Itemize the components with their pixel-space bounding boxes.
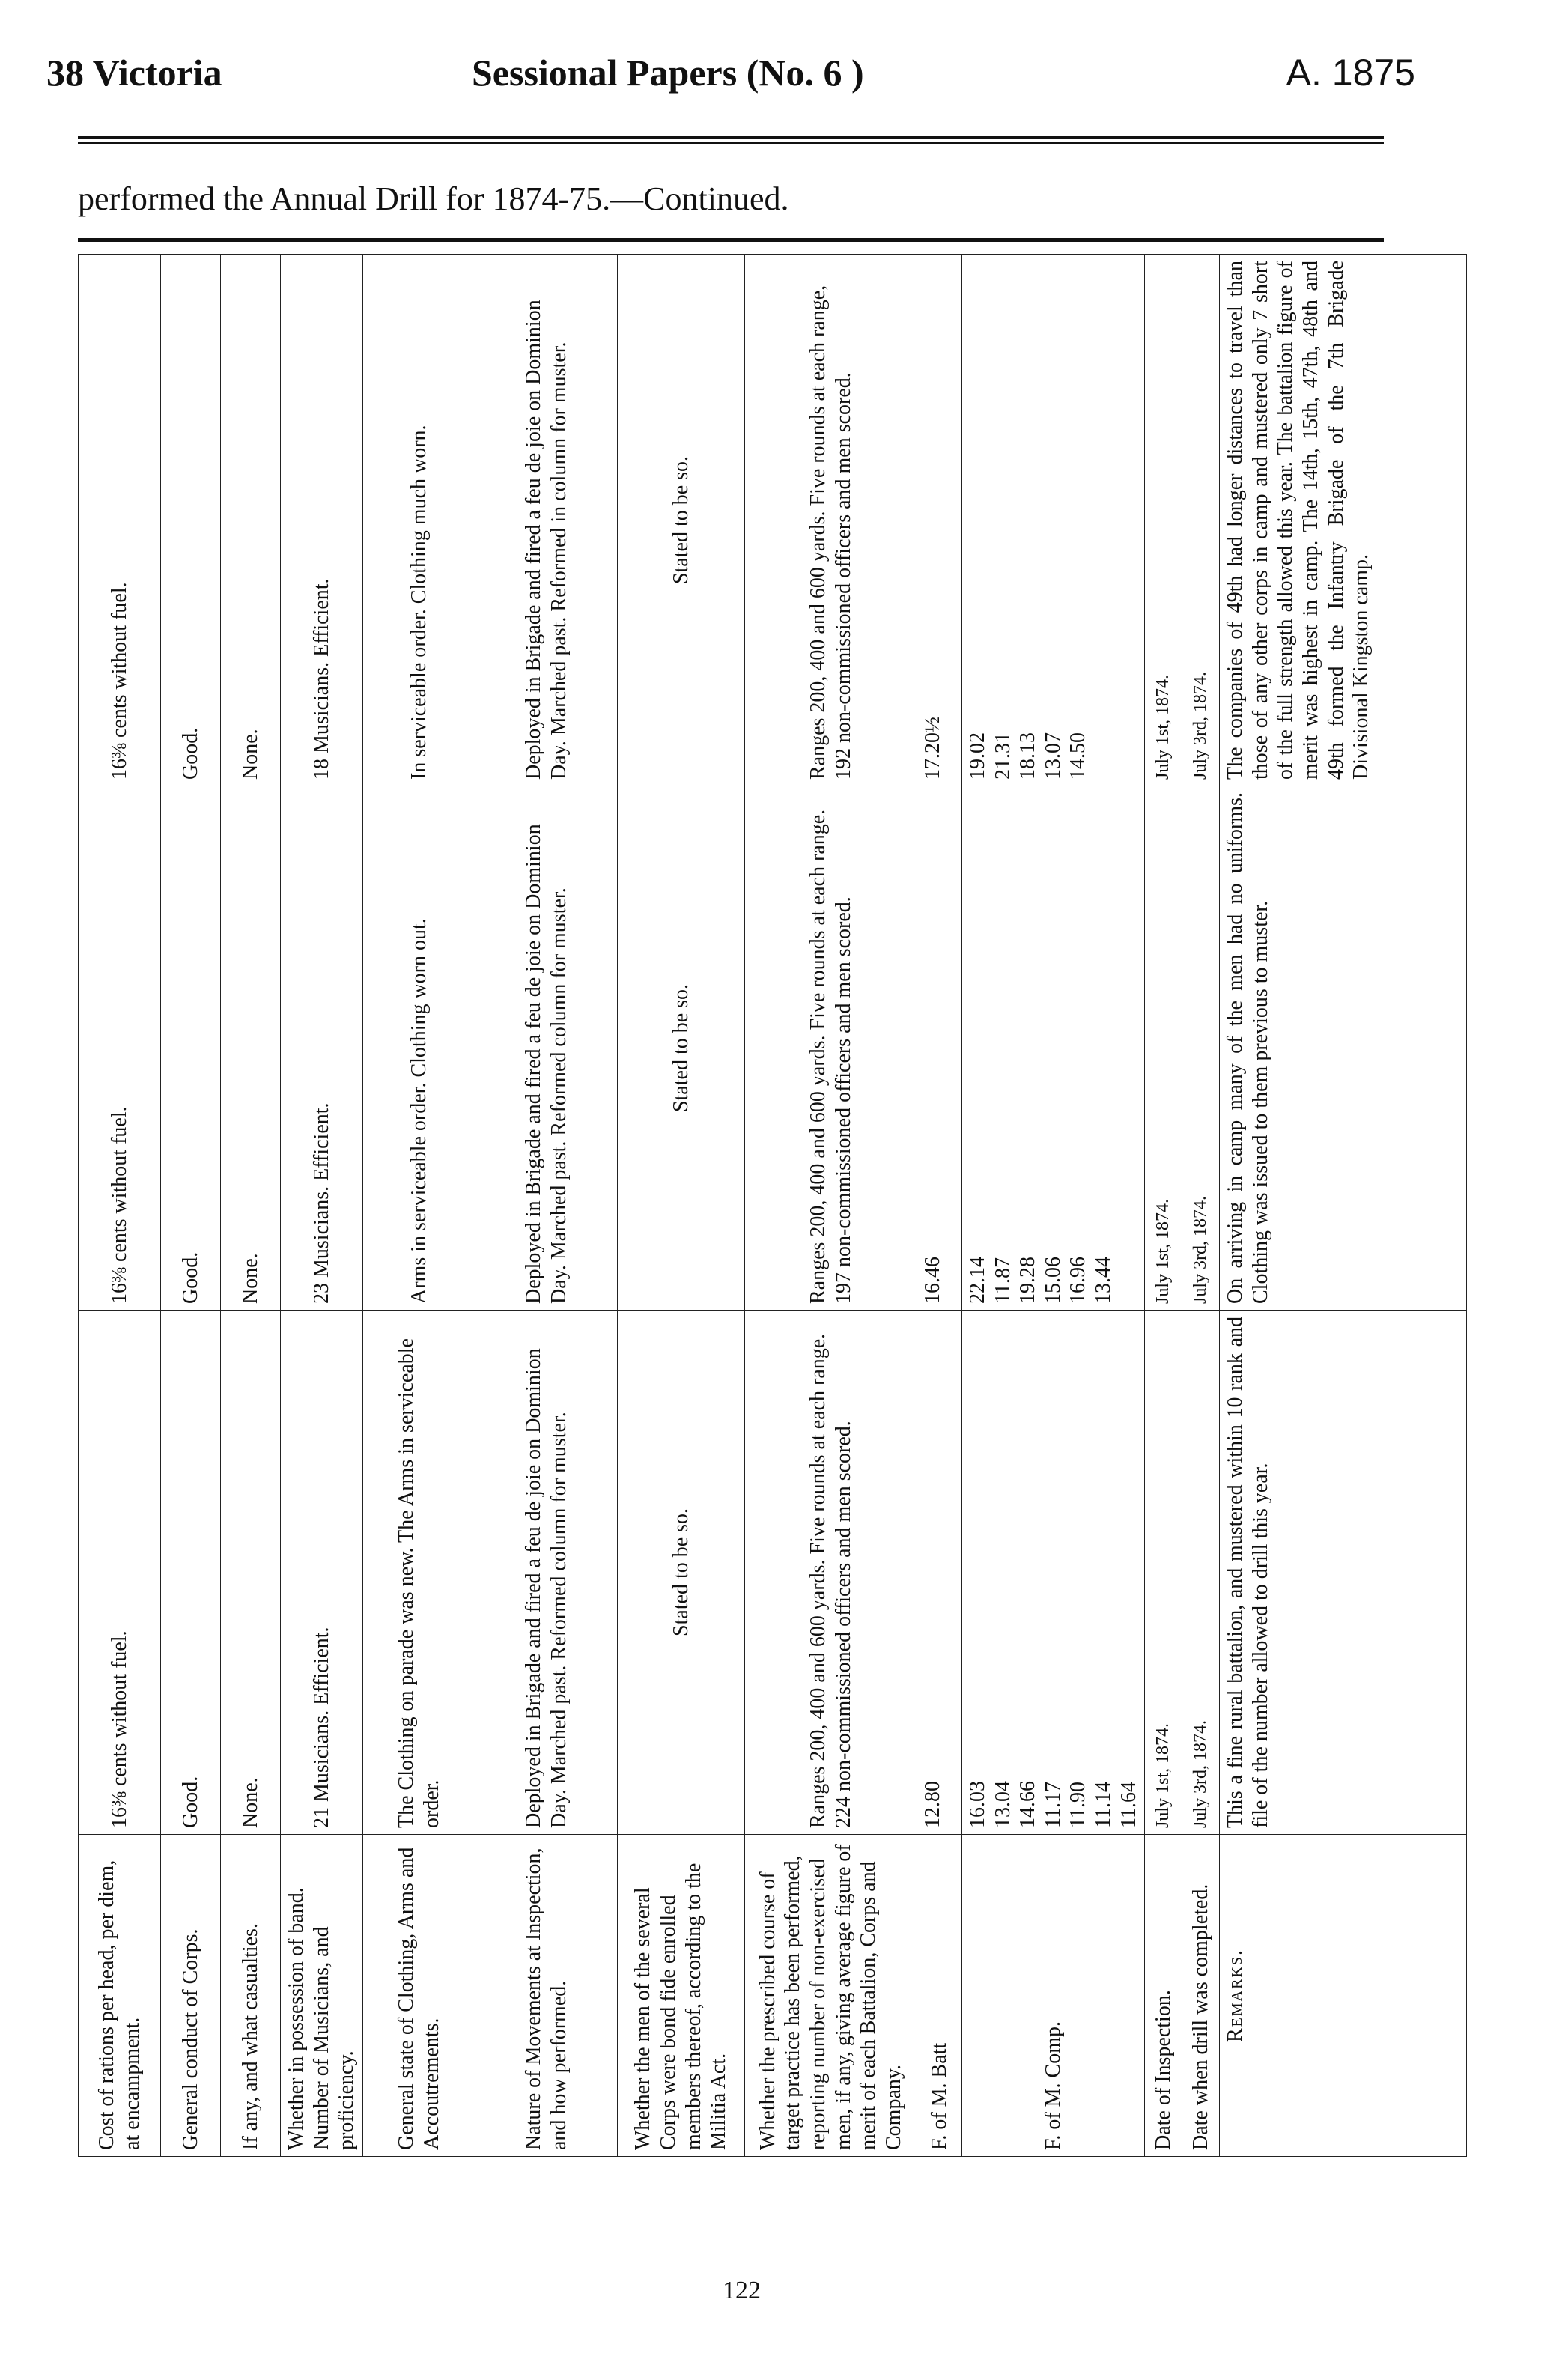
row-movements: [475, 255, 618, 2157]
fm-comp-value: 11.14: [1091, 1782, 1115, 1828]
cell-clothing-1: The Clothing on parade was new. The Arms in serviceable order.: [363, 1311, 475, 1835]
header-session: 38 Victoria: [46, 52, 222, 94]
fm-comp-value: 13.44: [1091, 1257, 1115, 1304]
cell-remarks-3: The companies of 49th had longer distances to travel than those of any other corps in camp and mustered only 7 short of the full strength allowed this year. The battalion figure of merit was highest in camp. The 14th, 15th, 47th, 48th and 49th formed the Infantry Brigade of the 7th Brigade Divisional Kingston camp.: [1220, 255, 1467, 786]
cell-fm-comp-1: [962, 1311, 1145, 1835]
rotated-table: [78, 255, 1384, 2157]
fm-comp-value: 11.64: [1116, 1782, 1140, 1828]
row-header-band: Whether in possession of band. Number of Musicians, and proficiency.: [281, 1835, 363, 2157]
cell-casualties-1: None.: [221, 1311, 281, 1835]
fm-comp-value: 22.14: [966, 1257, 989, 1304]
cell-rations-2: 16⅜ cents without fuel.: [79, 786, 161, 1311]
row-header-clothing: General state of Clothing, Arms and Accoutrements.: [363, 1835, 475, 2157]
row-casualties: [221, 255, 281, 2157]
table-top-rule: [78, 238, 1384, 242]
cell-target-2: Ranges 200, 400 and 600 yards. Five rounds at each range. 197 non-commissioned officers and men scored.: [745, 786, 917, 1311]
row-header-remarks: Remarks.: [1220, 1835, 1467, 2157]
cell-fm-batt-1: 12.80: [917, 1311, 962, 1835]
row-rations: [79, 255, 161, 2157]
rotated-table-frame: [78, 255, 1384, 2157]
cell-remarks-1: This a fine rural battalion, and mustered within 10 rank and file of the number allowed to drill this year.: [1220, 1311, 1467, 1835]
row-header-bona-fide: Whether the men of the several Corps were bond fide enrolled members thereof, according to the Militia Act.: [618, 1835, 745, 2157]
cell-target-1: Ranges 200, 400 and 600 yards. Five rounds at each range. 224 non-commissioned officers and men scored.: [745, 1311, 917, 1835]
cell-fm-batt-2: 16.46: [917, 786, 962, 1311]
cell-inspection-3: July 1st, 1874.: [1145, 255, 1182, 786]
fm-comp-value: 15.06: [1041, 1257, 1065, 1304]
cell-movements-2: Deployed in Brigade and fired a feu de joie on Dominion Day. Marched past. Reformed column for muster.: [475, 786, 618, 1311]
row-header-rations: Cost of rations per head, per diem, at encampment.: [79, 1835, 161, 2157]
drill-table: [78, 254, 1467, 2157]
row-header-completed: Date when drill was completed.: [1182, 1835, 1220, 2157]
row-header-target: Whether the prescribed course of target practice has been performed, reporting number of non-exercised men, if any, giving average figure of merit of each Battalion, Corps and Company.: [745, 1835, 917, 2157]
cell-rations-1: 16⅜ cents without fuel.: [79, 1311, 161, 1835]
fm-comp-value: 19.02: [966, 732, 989, 780]
cell-bona-fide-2: Stated to be so.: [618, 786, 745, 1311]
fm-comp-value: 11.17: [1041, 1782, 1065, 1828]
cell-band-1: 21 Musicians. Efficient.: [281, 1311, 363, 1835]
cell-fm-comp-2: [962, 786, 1145, 1311]
header-rule-bottom: [78, 142, 1384, 144]
row-completed: [1182, 255, 1220, 2157]
cell-inspection-2: July 1st, 1874.: [1145, 786, 1182, 1311]
cell-fm-comp-3: [962, 255, 1145, 786]
row-header-inspection: Date of Inspection.: [1145, 1835, 1182, 2157]
cell-bona-fide-3: Stated to be so.: [618, 255, 745, 786]
fm-comp-value: 11.87: [991, 1257, 1015, 1304]
cell-fm-batt-3: 17.20½: [917, 255, 962, 786]
page-subtitle: performed the Annual Drill for 1874-75.—Continued.: [78, 180, 789, 217]
header-year: A. 1875: [1286, 52, 1415, 94]
row-header-casualties: If any, and what casualties.: [221, 1835, 281, 2157]
fm-comp-value: 16.03: [966, 1781, 989, 1828]
row-fm-batt: [917, 255, 962, 2157]
cell-completed-3: July 3rd, 1874.: [1182, 255, 1220, 786]
cell-remarks-2: On arriving in camp many of the men had no uniforms. Clothing was issued to them previous to muster.: [1220, 786, 1467, 1311]
header-papers: Sessional Papers (No. 6 ): [472, 52, 864, 94]
fm-comp-value: 19.28: [1016, 1257, 1040, 1304]
cell-conduct-3: Good.: [161, 255, 221, 786]
row-header-fm-batt: F. of M. Batt: [917, 1835, 962, 2157]
cell-casualties-3: None.: [221, 255, 281, 786]
row-fm-comp: [962, 255, 1145, 2157]
row-bona-fide: [618, 255, 745, 2157]
fm-comp-value: 21.31: [991, 732, 1015, 780]
row-conduct: [161, 255, 221, 2157]
page-number: 122: [723, 2277, 761, 2304]
cell-band-3: 18 Musicians. Efficient.: [281, 255, 363, 786]
fm-comp-value: 14.50: [1066, 732, 1090, 780]
cell-conduct-1: Good.: [161, 1311, 221, 1835]
fm-comp-value: 16.96: [1066, 1257, 1090, 1304]
cell-completed-2: July 3rd, 1874.: [1182, 786, 1220, 1311]
fm-comp-value: 13.07: [1041, 732, 1065, 780]
cell-casualties-2: None.: [221, 786, 281, 1311]
row-target: [745, 255, 917, 2157]
cell-band-2: 23 Musicians. Efficient.: [281, 786, 363, 1311]
cell-clothing-2: Arms in serviceable order. Clothing worn out.: [363, 786, 475, 1311]
fm-comp-value: 11.90: [1066, 1782, 1090, 1828]
cell-rations-3: 16⅜ cents without fuel.: [79, 255, 161, 786]
row-remarks: [1220, 255, 1467, 2157]
row-band: [281, 255, 363, 2157]
cell-movements-3: Deployed in Brigade and fired a feu de joie on Dominion Day. Marched past. Reformed in column for muster.: [475, 255, 618, 786]
row-header-conduct: General conduct of Corps.: [161, 1835, 221, 2157]
cell-completed-1: July 3rd, 1874.: [1182, 1311, 1220, 1835]
cell-target-3: Ranges 200, 400 and 600 yards. Five rounds at each range, 192 non-commissioned officers and men scored.: [745, 255, 917, 786]
row-clothing: [363, 255, 475, 2157]
cell-bona-fide-1: Stated to be so.: [618, 1311, 745, 1835]
cell-clothing-3: In serviceable order. Clothing much worn.: [363, 255, 475, 786]
row-header-fm-comp: F. of M. Comp.: [962, 1835, 1145, 2157]
fm-comp-value: 14.66: [1016, 1781, 1040, 1828]
row-inspection: [1145, 255, 1182, 2157]
cell-movements-1: Deployed in Brigade and fired a feu de joie on Dominion Day. Marched past. Reformed column for muster.: [475, 1311, 618, 1835]
fm-comp-value: 18.13: [1016, 732, 1040, 780]
row-header-movements: Nature of Movements at Inspection, and how performed.: [475, 1835, 618, 2157]
cell-conduct-2: Good.: [161, 786, 221, 1311]
fm-comp-value: 13.04: [991, 1781, 1015, 1828]
header-rule-top: [78, 136, 1384, 139]
cell-inspection-1: July 1st, 1874.: [1145, 1311, 1182, 1835]
